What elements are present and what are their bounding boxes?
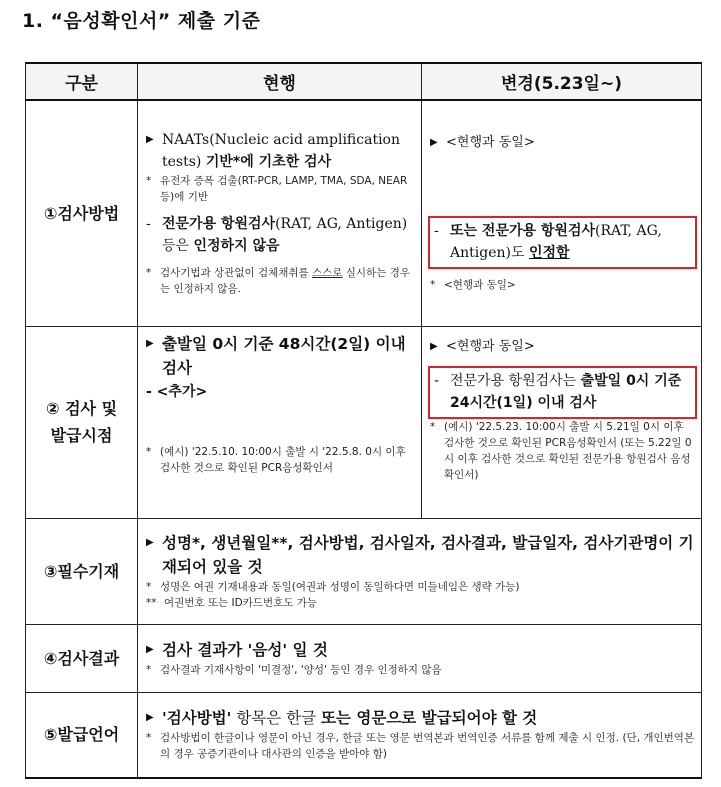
list-item: ▶ <현행과 동일>: [430, 336, 695, 358]
list-item: ▶ NAATs(Nucleic acid amplification tests) 기반*에 기초한 검사: [146, 129, 415, 173]
footnote: * <현행과 동일>: [430, 279, 516, 292]
list-item: ▶ 출발일 0시 기준 48시간(2일) 이내 검사: [146, 332, 415, 380]
footnote: * 검사결과 기재사항이 '미결정', '양성' 등인 경우 인정하지 않음: [146, 663, 442, 676]
page-title: 1. “음성확인서” 제출 기준: [22, 10, 261, 32]
triangle-right-icon: ▶: [146, 536, 154, 548]
triangle-right-icon: ▶: [146, 643, 154, 655]
header-category: 구분: [26, 63, 138, 100]
row-category: ①검사방법: [26, 100, 138, 326]
row-category: ⑤발급언어: [26, 692, 138, 778]
triangle-right-icon: ▶: [430, 340, 438, 352]
table-row: [26, 692, 702, 778]
table-row: [26, 518, 702, 624]
table-row: [26, 624, 702, 692]
highlight-box: - 전문가용 항원검사는 출발일 0시 기준 24시간(1일) 이내 검사: [428, 366, 697, 419]
table-row: [26, 326, 702, 518]
triangle-right-icon: ▶: [146, 712, 154, 724]
footnote: * 검사방법이 한글이나 영문이 아닌 경우, 한글 또는 영문 번역본과 번역인증 서류를 함께 제출 시 인정. (단, 개인번역본의 경우 공증기관이나 대사관의 인증을 받아야 함): [146, 732, 695, 761]
triangle-right-icon: ▶: [146, 133, 154, 145]
triangle-right-icon: ▶: [430, 137, 438, 149]
current-cell: [138, 100, 422, 326]
merged-cell: [138, 692, 702, 778]
row-category: ③필수기재: [26, 518, 138, 624]
list-item: ▶ '검사방법' 항목은 한글 또는 영문으로 발급되어야 할 것: [146, 706, 695, 730]
highlight-box: - 또는 전문가용 항원검사(RAT, AG, Antigen)도 인정함: [428, 216, 697, 269]
footnote: * 검사기법과 상관없이 검체채취를 스스로 실시하는 경우는 인정하지 않음.: [146, 266, 410, 295]
criteria-table: [25, 62, 702, 779]
add-note: - <추가>: [146, 383, 208, 400]
current-cell: [138, 326, 422, 518]
table-row: [26, 100, 702, 326]
footnote: ** 여권번호 또는 ID카드번호도 가능: [146, 596, 318, 609]
header-current: 현행: [138, 63, 422, 100]
row-category: ② 검사 및 발급시점: [26, 326, 138, 518]
list-item: ▶ 검사 결과가 '음성' 일 것: [146, 638, 695, 662]
changed-cell: [422, 326, 702, 518]
header-changed: 변경(5.23일~): [422, 63, 702, 100]
changed-cell: [422, 100, 702, 326]
row-category: ④검사결과: [26, 624, 138, 692]
list-item: ▶ 성명*, 생년월일**, 검사방법, 검사일자, 검사결과, 발급일자, 검사기관명이 기재되어 있을 것: [146, 531, 695, 579]
list-item: ▶ <현행과 동일>: [430, 132, 695, 154]
triangle-right-icon: ▶: [146, 337, 154, 349]
footnote: * (예시) '22.5.10. 10:00시 출발 시 '22.5.8. 0시 이후 검사한 것으로 확인된 PCR음성확인서: [146, 445, 406, 474]
list-item: - 전문가용 항원검사(RAT, AG, Antigen)등은 인정하지 않음: [146, 215, 408, 254]
footnote: * 유전자 증폭 검출(RT-PCR, LAMP, TMA, SDA, NEAR 등)에 기반: [146, 174, 408, 203]
footnote: * 성명은 여권 기재내용과 동일(여권과 성명이 동일하다면 미들네임은 생략 가능): [146, 580, 520, 593]
merged-cell: [138, 624, 702, 692]
merged-cell: [138, 518, 702, 624]
footnote: * (예시) '22.5.23. 10:00시 출발 시 5.21일 0시 이후 검사한 것으로 확인된 PCR음성확인서 (또는 5.22일 0시 이후 검사한 것으로 확인된 전문가용 항원검사 음성확인서): [430, 420, 692, 481]
table-header-row: [26, 63, 702, 100]
